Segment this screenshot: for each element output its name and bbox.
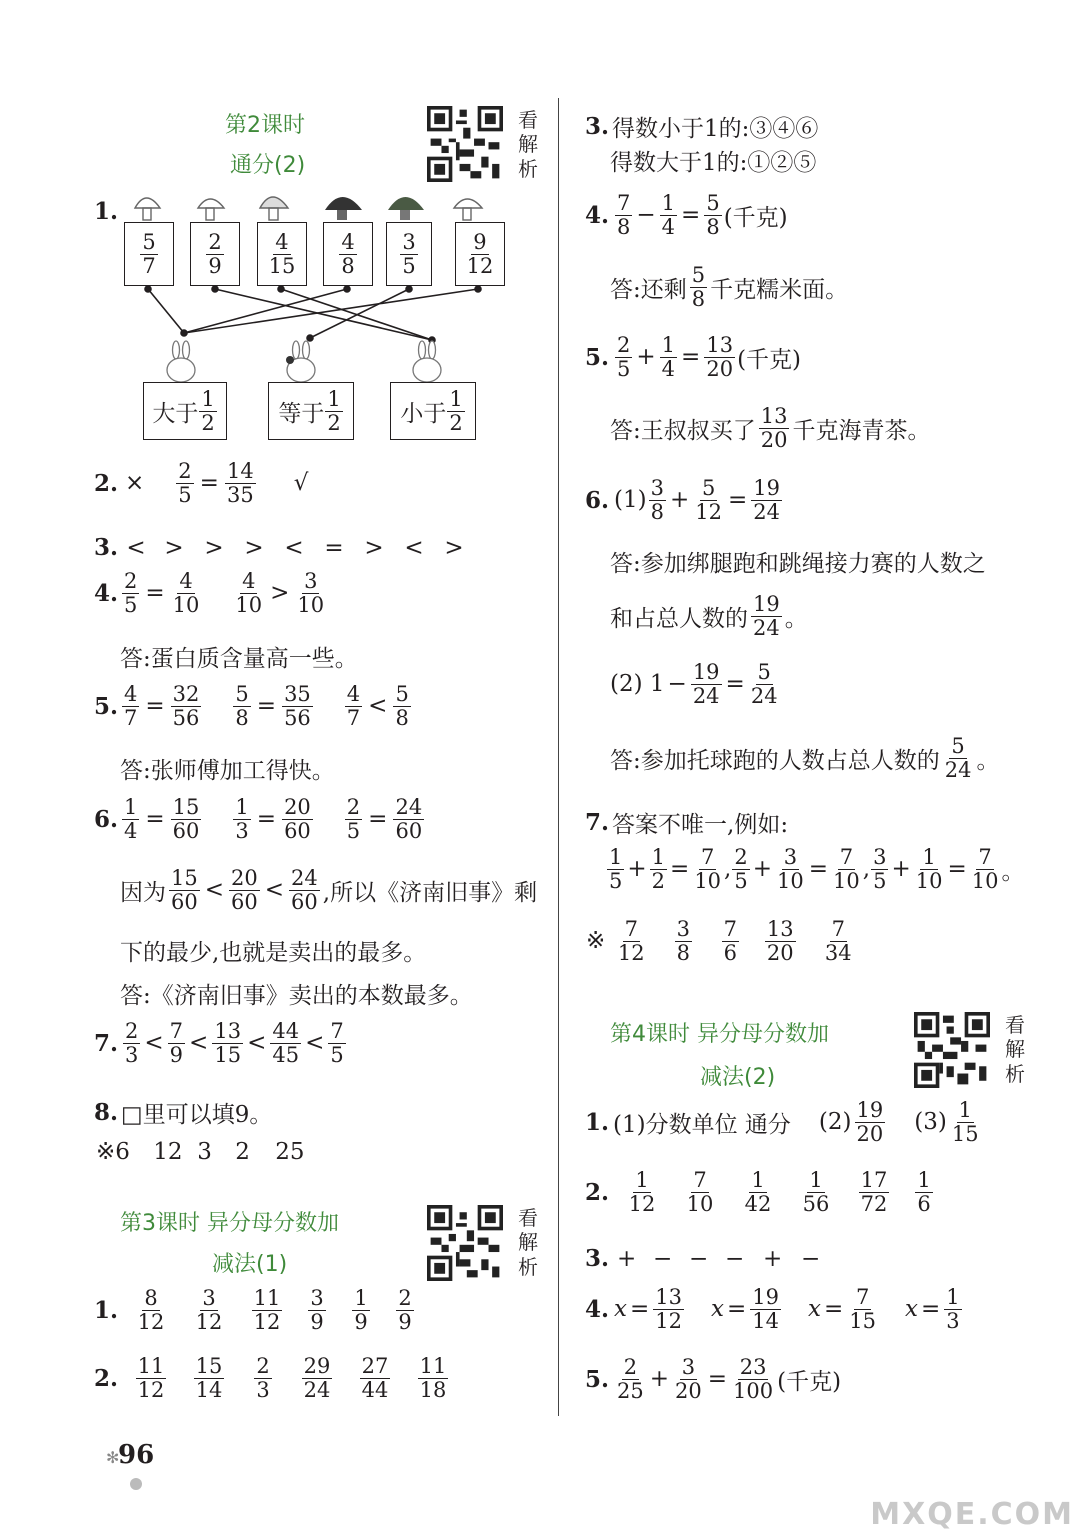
r-q3-line2: 得数大于1的:①②⑤	[610, 150, 817, 176]
qr-label: 看解析	[518, 1206, 538, 1279]
column-divider	[558, 98, 559, 1416]
rabbit-card: 等于 1 2	[268, 382, 354, 440]
fraction-card: 2 9	[190, 222, 240, 286]
qr-code-icon[interactable]	[427, 1205, 503, 1281]
bonus-row: ※ 6 12 3 2 25	[96, 1139, 305, 1165]
fraction-card: 9 12	[455, 222, 505, 286]
l4-q5-row: 5. 2 25 + $\frac{3}{20}$ = $\frac{23}{100}$ (千克)	[585, 1355, 842, 1403]
q7-row: 7. 2 3 < 7 9 < 13 15 < 44 45 < 7 5	[94, 1019, 344, 1067]
l4-q3-row: 3. + − − − + −	[585, 1245, 821, 1272]
fraction-card: 3 5	[386, 222, 432, 286]
lesson4-title: 第4课时 异分母分数加	[610, 1022, 829, 1047]
r-q4-answer: 答:还剩 5 8 千克糯米面。	[610, 263, 849, 311]
lesson2-subtitle: 通分(2)	[230, 153, 306, 178]
lesson2-title: 第2课时	[225, 113, 305, 138]
fraction-card: 4 15	[257, 222, 307, 286]
q6-row: 6. $\frac{1}{4}$ = $\frac{15}{60}$ $\frac{1}{3}$ = $\frac{20}{60}$ $\frac{2}{5}$ = $\frac{24}{60}$	[94, 795, 423, 843]
watermark: MXQE.COM	[870, 1497, 1074, 1532]
r-q6-answer1-line2: 和占总人数的 19 24 。	[610, 592, 808, 640]
qr-label: 看解析	[518, 108, 538, 181]
q1-number: 1.	[94, 198, 119, 225]
r-q7-examples: 1 5 + $\frac{1}{2}$ = $\frac{7}{10}$ , 2 5 + $\frac{3}{10}$ = $\frac{7}{10}$ , 3 5 + $\frac{1}{10}$ = $\frac{7}{10}$ 。	[609, 845, 1025, 893]
qr-label: 看解析	[1005, 1013, 1025, 1086]
matching-lines	[0, 0, 560, 360]
lesson3-title: 第3课时 异分母分数加	[120, 1211, 339, 1236]
r-q5-answer: 答:王叔叔买了 13 20 千克海青茶。	[610, 404, 931, 452]
r-q6-row: 6. (1) 3 8 + $\frac{5}{12}$ = $\frac{19}{24}$	[585, 476, 781, 524]
r-q5-row: 5. 2 5 + $\frac{1}{4}$ = $\frac{13}{20}$ (千克)	[585, 333, 802, 381]
r-q3-line1: 3. 得数小于1的:③④⑥	[585, 113, 819, 142]
q4-row: 4. $\frac{2}{5}$ = $\frac{4}{10}$ 4 10 > 3 10	[94, 569, 325, 617]
lesson4-subtitle: 减法(2)	[700, 1065, 776, 1090]
rabbit-card: 大于 1 2	[143, 382, 227, 440]
l3-q1-row: 1. 8 12 3 12 11 12 3 9 1 9 2 9	[94, 1286, 412, 1334]
r-q6-answer2: 答:参加托球跑的人数占总人数的 5 24 。	[610, 734, 1000, 782]
qr-code-icon[interactable]	[914, 1012, 990, 1088]
l4-q2-row: 2. 1 12 7 10 1 42 1 56 17 72 1 6	[585, 1168, 931, 1216]
page-number: 96	[118, 1440, 155, 1470]
l4-q4-row: 4. x = $\frac{13}{12}$ x = $\frac{19}{14}$ x = $\frac{7}{15}$ x = $\frac{1}{3}$	[585, 1285, 960, 1333]
q2-row: 2. × $\frac{2}{5}$ = $\frac{14}{35}$ √	[94, 459, 309, 507]
q6-reason: 因为 15 60 < 20 60 < 24 60 ,所以《济南旧事》剩	[120, 866, 538, 914]
page-dot	[130, 1478, 142, 1490]
q4-answer: 答:蛋白质含量高一些。	[120, 646, 358, 672]
l4-q1-row: 1. (1)分数单位 通分 (2) 19 20 (3) 1 15	[585, 1098, 979, 1146]
lesson3-subtitle: 减法(1)	[212, 1252, 288, 1277]
fraction-card: 5 7	[124, 222, 174, 286]
rabbit-icons	[150, 340, 470, 388]
fraction-card: 4 8	[323, 222, 373, 286]
l3-q2-row: 2. 11 12 15 14 2 3 29 24 27 44 11 18	[94, 1354, 447, 1402]
r-q4-row: 4. 7 8 − $\frac{1}{4}$ = $\frac{5}{8}$ (千克)	[585, 191, 788, 239]
r-q6-answer1-line1: 答:参加绑腿跑和跳绳接力赛的人数之	[610, 551, 986, 577]
page-number-decoration: ✻	[106, 1448, 120, 1467]
q3-row: 3. < > > > < = > < >	[94, 534, 464, 561]
q6-answer: 答:《济南旧事》卖出的本数最多。	[120, 983, 473, 1009]
q6-reason-line2: 下的最少,也就是卖出的最多。	[120, 940, 427, 966]
r-q6-part2: (2) 1 − $\frac{19}{24}$ = $\frac{5}{24}$	[610, 660, 778, 708]
r-bonus-row: ※ 7 12 3 8 7 6 13 20 7 34	[586, 917, 852, 965]
q8-row: 8. □里可以填9。	[94, 1099, 273, 1128]
r-q7-heading: 7. 答案不唯一,例如:	[585, 809, 789, 838]
rabbit-card: 小于 1 2	[390, 382, 476, 440]
q5-answer: 答:张师傅加工得快。	[120, 758, 335, 784]
q5-row: 5. $\frac{4}{7}$ = $\frac{32}{56}$ $\frac{5}{8}$ = $\frac{35}{56}$ 4 7 < 5 8	[94, 682, 409, 730]
